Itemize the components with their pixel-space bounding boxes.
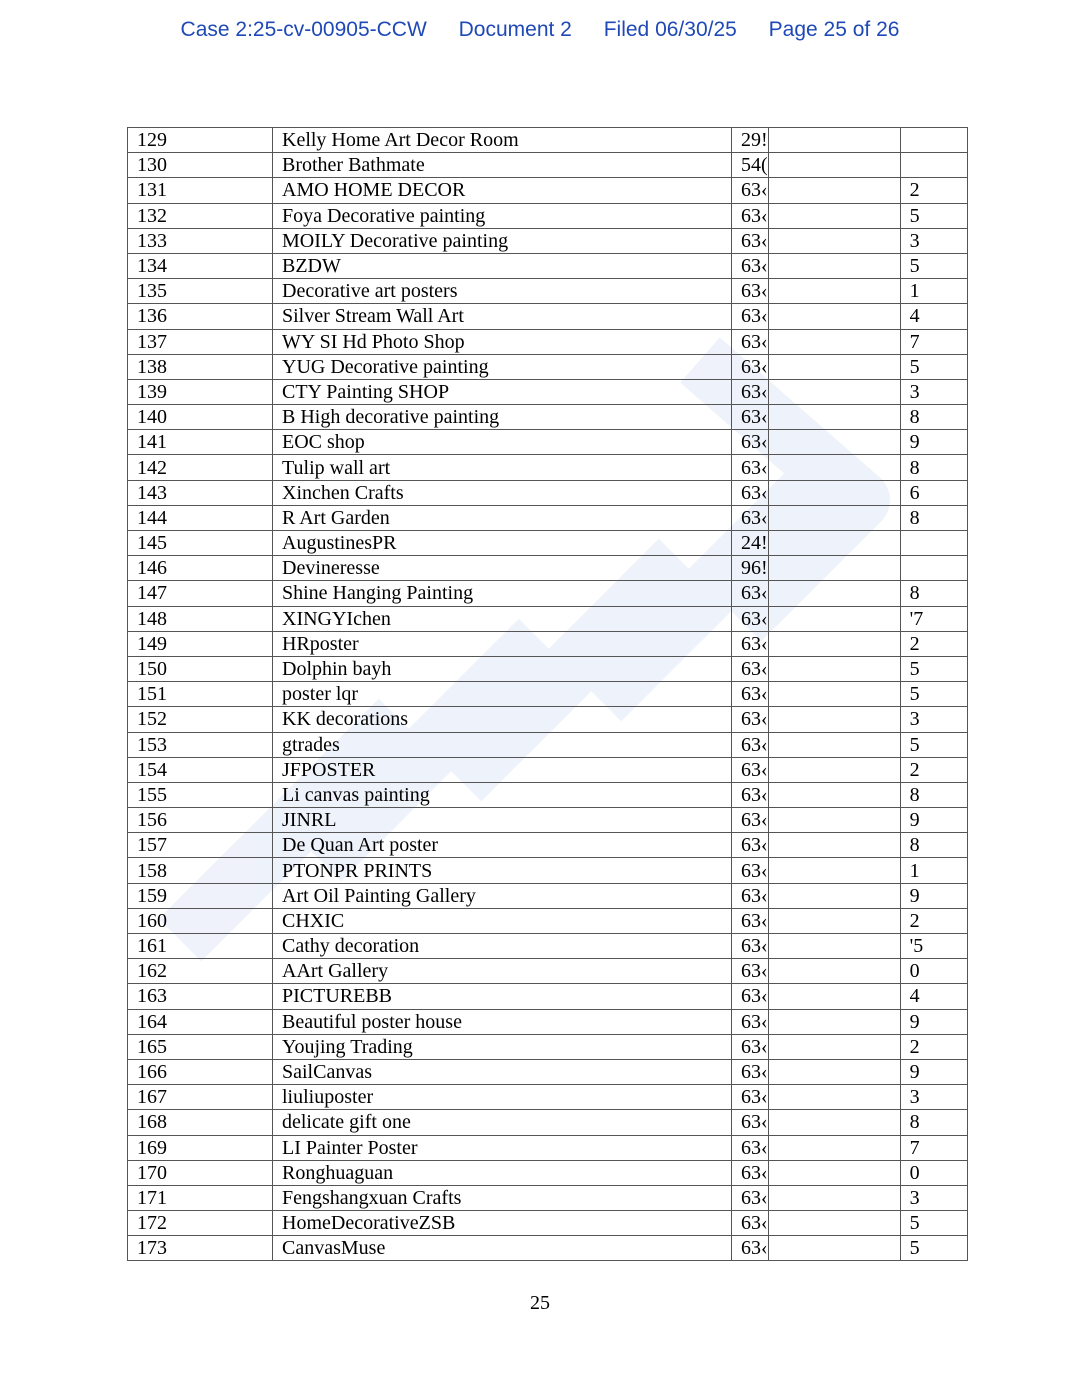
id-tail-fragment: 5 — [900, 656, 967, 681]
row-number: 146 — [128, 556, 273, 581]
seller-id-fragment: 63‹ — [732, 656, 769, 681]
id-tail-fragment: '7 — [900, 606, 967, 631]
redacted-gap — [768, 1034, 900, 1059]
id-tail-fragment: 8 — [900, 1110, 967, 1135]
table-row — [128, 253, 968, 278]
id-tail-fragment: 0 — [900, 959, 967, 984]
seller-name: Art Oil Painting Gallery — [273, 883, 732, 908]
table-row — [128, 304, 968, 329]
id-tail-fragment: 5 — [900, 732, 967, 757]
redacted-gap — [768, 782, 900, 807]
row-number: 151 — [128, 682, 273, 707]
seller-name: R Art Garden — [273, 505, 732, 530]
seller-name: JFPOSTER — [273, 757, 732, 782]
document-number: Document 2 — [458, 18, 572, 41]
seller-id-fragment: 63‹ — [732, 707, 769, 732]
seller-id-fragment: 63‹ — [732, 1211, 769, 1236]
table-row — [128, 203, 968, 228]
seller-id-fragment: 63‹ — [732, 480, 769, 505]
table-row — [128, 959, 968, 984]
row-number: 137 — [128, 329, 273, 354]
row-number: 167 — [128, 1085, 273, 1110]
seller-id-fragment: 29! — [732, 128, 769, 153]
id-tail-fragment: 2 — [900, 631, 967, 656]
redacted-gap — [768, 253, 900, 278]
redacted-gap — [768, 757, 900, 782]
row-number: 145 — [128, 531, 273, 556]
row-number: 157 — [128, 833, 273, 858]
defendant-table — [127, 127, 968, 1261]
table-row — [128, 1135, 968, 1160]
seller-id-fragment: 63‹ — [732, 203, 769, 228]
id-tail-fragment: 3 — [900, 379, 967, 404]
redacted-gap — [768, 329, 900, 354]
seller-name: Foya Decorative painting — [273, 203, 732, 228]
row-number: 171 — [128, 1185, 273, 1210]
table-row — [128, 707, 968, 732]
seller-name: CanvasMuse — [273, 1236, 732, 1261]
id-tail-fragment: 4 — [900, 984, 967, 1009]
seller-name: liuliuposter — [273, 1085, 732, 1110]
seller-id-fragment: 63‹ — [732, 883, 769, 908]
seller-name: BZDW — [273, 253, 732, 278]
table-row — [128, 833, 968, 858]
seller-name: Beautiful poster house — [273, 1009, 732, 1034]
redacted-gap — [768, 405, 900, 430]
seller-id-fragment: 63‹ — [732, 1135, 769, 1160]
table-row — [128, 329, 968, 354]
id-tail-fragment: 2 — [900, 908, 967, 933]
row-number: 170 — [128, 1160, 273, 1185]
table-row — [128, 1085, 968, 1110]
table-row — [128, 682, 968, 707]
filing-header — [0, 18, 1080, 42]
redacted-gap — [768, 908, 900, 933]
id-tail-fragment: 5 — [900, 253, 967, 278]
id-tail-fragment: 8 — [900, 505, 967, 530]
redacted-gap — [768, 556, 900, 581]
table-row — [128, 1211, 968, 1236]
id-tail-fragment: 3 — [900, 228, 967, 253]
seller-id-fragment: 24! — [732, 531, 769, 556]
seller-id-fragment: 63‹ — [732, 1110, 769, 1135]
row-number: 173 — [128, 1236, 273, 1261]
id-tail-fragment: 5 — [900, 682, 967, 707]
filed-date: Filed 06/30/25 — [603, 18, 737, 41]
id-tail-fragment — [900, 128, 967, 153]
table-row — [128, 480, 968, 505]
row-number: 148 — [128, 606, 273, 631]
table-row — [128, 908, 968, 933]
seller-name: AMO HOME DECOR — [273, 178, 732, 203]
row-number: 150 — [128, 656, 273, 681]
row-number: 168 — [128, 1110, 273, 1135]
redacted-gap — [768, 1059, 900, 1084]
row-number: 143 — [128, 480, 273, 505]
seller-name: Kelly Home Art Decor Room — [273, 128, 732, 153]
row-number: 164 — [128, 1009, 273, 1034]
redacted-gap — [768, 304, 900, 329]
row-number: 141 — [128, 430, 273, 455]
page-indicator: Page 25 of 26 — [768, 18, 900, 41]
seller-id-fragment: 63‹ — [732, 581, 769, 606]
redacted-gap — [768, 934, 900, 959]
page-number: 25 — [530, 1292, 550, 1314]
redacted-gap — [768, 883, 900, 908]
table-row — [128, 1059, 968, 1084]
row-number: 161 — [128, 934, 273, 959]
id-tail-fragment: 3 — [900, 707, 967, 732]
table-row — [128, 354, 968, 379]
table-row — [128, 556, 968, 581]
seller-id-fragment: 63‹ — [732, 757, 769, 782]
redacted-gap — [768, 279, 900, 304]
table-row — [128, 455, 968, 480]
table-row — [128, 1110, 968, 1135]
seller-name: Silver Stream Wall Art — [273, 304, 732, 329]
seller-id-fragment: 63‹ — [732, 908, 769, 933]
id-tail-fragment: 0 — [900, 1160, 967, 1185]
table-row — [128, 656, 968, 681]
seller-id-fragment: 63‹ — [732, 1034, 769, 1059]
seller-id-fragment: 63‹ — [732, 430, 769, 455]
id-tail-fragment: 5 — [900, 1236, 967, 1261]
seller-id-fragment: 63‹ — [732, 833, 769, 858]
seller-id-fragment: 63‹ — [732, 178, 769, 203]
seller-name: Dolphin bayh — [273, 656, 732, 681]
redacted-gap — [768, 682, 900, 707]
table-row — [128, 732, 968, 757]
row-number: 130 — [128, 153, 273, 178]
id-tail-fragment: '5 — [900, 934, 967, 959]
id-tail-fragment: 8 — [900, 581, 967, 606]
table-row — [128, 883, 968, 908]
row-number: 142 — [128, 455, 273, 480]
seller-name: JINRL — [273, 808, 732, 833]
row-number: 172 — [128, 1211, 273, 1236]
row-number: 131 — [128, 178, 273, 203]
table-row — [128, 505, 968, 530]
redacted-gap — [768, 1160, 900, 1185]
id-tail-fragment: 3 — [900, 1085, 967, 1110]
table-row — [128, 808, 968, 833]
id-tail-fragment: 1 — [900, 279, 967, 304]
row-number: 154 — [128, 757, 273, 782]
table-row — [128, 128, 968, 153]
seller-name: HRposter — [273, 631, 732, 656]
id-tail-fragment: 3 — [900, 1185, 967, 1210]
redacted-gap — [768, 707, 900, 732]
seller-name: B High decorative painting — [273, 405, 732, 430]
seller-name: Fengshangxuan Crafts — [273, 1185, 732, 1210]
seller-id-fragment: 63‹ — [732, 1085, 769, 1110]
seller-name: delicate gift one — [273, 1110, 732, 1135]
seller-id-fragment: 63‹ — [732, 1160, 769, 1185]
redacted-gap — [768, 858, 900, 883]
id-tail-fragment — [900, 531, 967, 556]
row-number: 158 — [128, 858, 273, 883]
row-number: 129 — [128, 128, 273, 153]
id-tail-fragment: 9 — [900, 883, 967, 908]
redacted-gap — [768, 480, 900, 505]
redacted-gap — [768, 606, 900, 631]
seller-id-fragment: 63‹ — [732, 505, 769, 530]
id-tail-fragment: 4 — [900, 304, 967, 329]
redacted-gap — [768, 228, 900, 253]
redacted-gap — [768, 1236, 900, 1261]
row-number: 165 — [128, 1034, 273, 1059]
seller-name: Brother Bathmate — [273, 153, 732, 178]
id-tail-fragment: 9 — [900, 1009, 967, 1034]
id-tail-fragment: 5 — [900, 203, 967, 228]
redacted-gap — [768, 128, 900, 153]
seller-id-fragment: 63‹ — [732, 455, 769, 480]
seller-name: Tulip wall art — [273, 455, 732, 480]
seller-id-fragment: 63‹ — [732, 1009, 769, 1034]
row-number: 149 — [128, 631, 273, 656]
seller-id-fragment: 63‹ — [732, 1185, 769, 1210]
table-row — [128, 782, 968, 807]
seller-name: Cathy decoration — [273, 934, 732, 959]
row-number: 135 — [128, 279, 273, 304]
seller-id-fragment: 63‹ — [732, 279, 769, 304]
seller-id-fragment: 63‹ — [732, 379, 769, 404]
table-row — [128, 631, 968, 656]
seller-name: YUG Decorative painting — [273, 354, 732, 379]
row-number: 139 — [128, 379, 273, 404]
row-number: 156 — [128, 808, 273, 833]
seller-id-fragment: 54( — [732, 153, 769, 178]
row-number: 138 — [128, 354, 273, 379]
redacted-gap — [768, 178, 900, 203]
seller-name: PTONPR PRINTS — [273, 858, 732, 883]
redacted-gap — [768, 203, 900, 228]
seller-id-fragment: 96! — [732, 556, 769, 581]
row-number: 133 — [128, 228, 273, 253]
redacted-gap — [768, 1009, 900, 1034]
redacted-gap — [768, 732, 900, 757]
seller-name: Youjing Trading — [273, 1034, 732, 1059]
seller-id-fragment: 63‹ — [732, 228, 769, 253]
table-row — [128, 757, 968, 782]
seller-id-fragment: 63‹ — [732, 405, 769, 430]
row-number: 159 — [128, 883, 273, 908]
table-row — [128, 1034, 968, 1059]
redacted-gap — [768, 455, 900, 480]
redacted-gap — [768, 959, 900, 984]
redacted-gap — [768, 1211, 900, 1236]
table-row — [128, 606, 968, 631]
seller-name: AugustinesPR — [273, 531, 732, 556]
row-number: 132 — [128, 203, 273, 228]
id-tail-fragment — [900, 556, 967, 581]
table-row — [128, 153, 968, 178]
case-number: Case 2:25-cv-00905-CCW — [180, 18, 427, 41]
redacted-gap — [768, 505, 900, 530]
seller-name: Ronghuaguan — [273, 1160, 732, 1185]
id-tail-fragment: 2 — [900, 1034, 967, 1059]
table-row — [128, 1009, 968, 1034]
seller-id-fragment: 63‹ — [732, 682, 769, 707]
seller-name: Xinchen Crafts — [273, 480, 732, 505]
seller-name: De Quan Art poster — [273, 833, 732, 858]
redacted-gap — [768, 1135, 900, 1160]
table-row — [128, 531, 968, 556]
table-row — [128, 1160, 968, 1185]
table-row — [128, 581, 968, 606]
row-number: 166 — [128, 1059, 273, 1084]
redacted-gap — [768, 153, 900, 178]
seller-id-fragment: 63‹ — [732, 1059, 769, 1084]
row-number: 136 — [128, 304, 273, 329]
seller-id-fragment: 63‹ — [732, 253, 769, 278]
redacted-gap — [768, 631, 900, 656]
seller-id-fragment: 63‹ — [732, 732, 769, 757]
table-row — [128, 379, 968, 404]
redacted-gap — [768, 379, 900, 404]
table-row — [128, 228, 968, 253]
seller-id-fragment: 63‹ — [732, 984, 769, 1009]
row-number: 134 — [128, 253, 273, 278]
id-tail-fragment: 2 — [900, 178, 967, 203]
row-number: 155 — [128, 782, 273, 807]
seller-id-fragment: 63‹ — [732, 354, 769, 379]
row-number: 163 — [128, 984, 273, 1009]
seller-name: Li canvas painting — [273, 782, 732, 807]
seller-name: gtrades — [273, 732, 732, 757]
seller-id-fragment: 63‹ — [732, 1236, 769, 1261]
redacted-gap — [768, 808, 900, 833]
redacted-gap — [768, 833, 900, 858]
table-row — [128, 279, 968, 304]
seller-id-fragment: 63‹ — [732, 858, 769, 883]
id-tail-fragment — [900, 153, 967, 178]
id-tail-fragment: 9 — [900, 430, 967, 455]
id-tail-fragment: 8 — [900, 455, 967, 480]
seller-name: Devineresse — [273, 556, 732, 581]
seller-name: LI Painter Poster — [273, 1135, 732, 1160]
seller-name: Decorative art posters — [273, 279, 732, 304]
seller-id-fragment: 63‹ — [732, 808, 769, 833]
seller-name: MOILY Decorative painting — [273, 228, 732, 253]
id-tail-fragment: 5 — [900, 354, 967, 379]
seller-id-fragment: 63‹ — [732, 959, 769, 984]
table-row — [128, 405, 968, 430]
redacted-gap — [768, 531, 900, 556]
table-row — [128, 178, 968, 203]
redacted-gap — [768, 430, 900, 455]
redacted-gap — [768, 1085, 900, 1110]
id-tail-fragment: 9 — [900, 808, 967, 833]
seller-name: PICTUREBB — [273, 984, 732, 1009]
id-tail-fragment: 6 — [900, 480, 967, 505]
id-tail-fragment: 7 — [900, 1135, 967, 1160]
row-number: 162 — [128, 959, 273, 984]
seller-name: Shine Hanging Painting — [273, 581, 732, 606]
row-number: 153 — [128, 732, 273, 757]
redacted-gap — [768, 984, 900, 1009]
row-number: 144 — [128, 505, 273, 530]
seller-name: CHXIC — [273, 908, 732, 933]
id-tail-fragment: 5 — [900, 1211, 967, 1236]
seller-id-fragment: 63‹ — [732, 631, 769, 656]
seller-name: HomeDecorativeZSB — [273, 1211, 732, 1236]
seller-id-fragment: 63‹ — [732, 782, 769, 807]
id-tail-fragment: 7 — [900, 329, 967, 354]
row-number: 152 — [128, 707, 273, 732]
redacted-gap — [768, 656, 900, 681]
seller-name: XINGYIchen — [273, 606, 732, 631]
seller-name: CTY Painting SHOP — [273, 379, 732, 404]
table-row — [128, 1236, 968, 1261]
seller-name: AArt Gallery — [273, 959, 732, 984]
id-tail-fragment: 1 — [900, 858, 967, 883]
row-number: 140 — [128, 405, 273, 430]
id-tail-fragment: 8 — [900, 405, 967, 430]
id-tail-fragment: 9 — [900, 1059, 967, 1084]
redacted-gap — [768, 1185, 900, 1210]
redacted-gap — [768, 1110, 900, 1135]
seller-name: KK decorations — [273, 707, 732, 732]
table-row — [128, 1185, 968, 1210]
table-row — [128, 934, 968, 959]
table-row — [128, 430, 968, 455]
row-number: 147 — [128, 581, 273, 606]
seller-id-fragment: 63‹ — [732, 606, 769, 631]
table-row — [128, 858, 968, 883]
redacted-gap — [768, 354, 900, 379]
id-tail-fragment: 8 — [900, 833, 967, 858]
id-tail-fragment: 8 — [900, 782, 967, 807]
row-number: 169 — [128, 1135, 273, 1160]
seller-id-fragment: 63‹ — [732, 934, 769, 959]
seller-id-fragment: 63‹ — [732, 304, 769, 329]
seller-name: WY SI Hd Photo Shop — [273, 329, 732, 354]
redacted-gap — [768, 581, 900, 606]
seller-id-fragment: 63‹ — [732, 329, 769, 354]
seller-name: SailCanvas — [273, 1059, 732, 1084]
seller-name: EOC shop — [273, 430, 732, 455]
id-tail-fragment: 2 — [900, 757, 967, 782]
seller-name: poster lqr — [273, 682, 732, 707]
row-number: 160 — [128, 908, 273, 933]
table-row — [128, 984, 968, 1009]
